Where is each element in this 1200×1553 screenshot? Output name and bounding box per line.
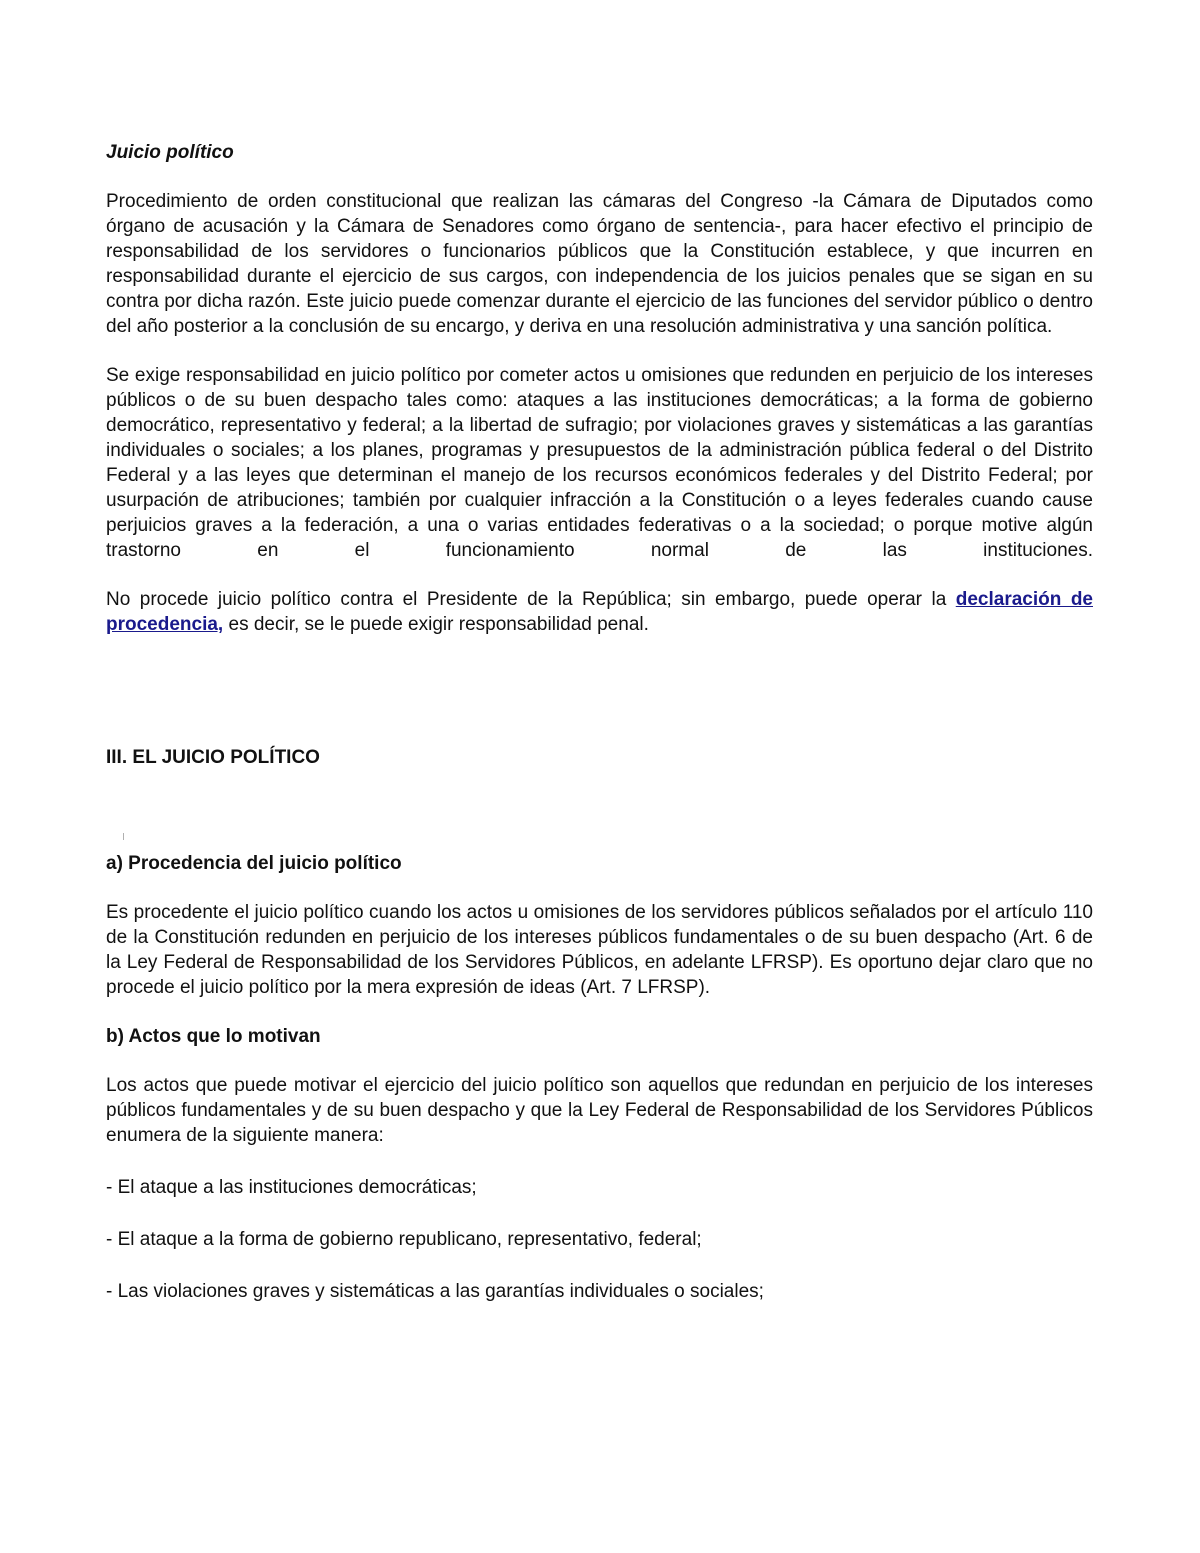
- paragraph-definition: Procedimiento de orden constitucional que realizan las cámaras del Congreso -la Cámara de Diputados como órgano de acusación y la Cámara de Senadores como órgano de sentencia-, para hacer efectivo el principio de responsabilidad de los servidores o funcionarios públicos que la Constitución establece, y que incurren en responsabilidad durante el ejercicio de sus cargos, con independencia de los juicios penales que se sigan en su contra por dicha razón. Este juicio puede comenzar durante el ejercicio de las funciones del servidor público o dentro del año posterior a la conclusión de su encargo, y deriva en una resolución administrativa y una sanción política.: [106, 191, 1093, 337]
- spacer: [106, 770, 1093, 851]
- paragraph-responsabilidad: Se exige responsabilidad en juicio político por cometer actos u omisiones que redunden en perjuicio de los intereses públicos o de su buen despacho tales como: ataques a las instituciones democráticas; a la forma de gobierno democrático, representativo y federal; a la libertad de sufragio; por violaciones graves y sistemáticas a las garantías individuales o sociales; a los planes, programas y presupuestos de la administración pública federal o del Distrito Federal y a las leyes que determinan el manejo de los recursos económicos federales y del Distrito Federal; por usurpación de atribuciones; también por cualquier infracción a la Constitución o a leyes federales cuando cause perjuicios graves a la federación, a una o varias entidades federativas o a la sociedad; o porque motive algún trastorno en el funcionamiento normal de las instituciones.: [106, 365, 1093, 561]
- list-item: - El ataque a las instituciones democráticas;: [106, 1177, 477, 1198]
- section-title-iii: III. EL JUICIO POLÍTICO: [106, 747, 320, 768]
- paragraph-presidente-text-2: es decir, se le puede exigir responsabilidad penal.: [223, 614, 649, 635]
- document-page: [106, 140, 1093, 1331]
- subsection-title-b: b) Actos que lo motivan: [106, 1026, 321, 1047]
- declaracion-de-procedencia-link[interactable]: declaración de procedencia,: [106, 589, 1093, 635]
- list-item: - Las violaciones graves y sistemáticas a las garantías individuales o sociales;: [106, 1281, 764, 1302]
- subsection-title-a: a) Procedencia del juicio político: [106, 853, 402, 874]
- section-title-juicio-politico: Juicio político: [106, 142, 234, 163]
- list-item: - El ataque a la forma de gobierno republicano, representativo, federal;: [106, 1229, 702, 1250]
- paragraph-procedencia: Es procedente el juicio político cuando los actos u omisiones de los servidores públicos señalados por el artículo 110 de la Constitución redunden en perjuicio de los intereses públicos fundamentales o de su buen despacho (Art. 6 de la Ley Federal de Responsabilidad de los Servidores Públicos, en adelante LFRSP). Es oportuno dejar claro que no procede el juicio político por la mera expresión de ideas (Art. 7 LFRSP).: [106, 902, 1093, 998]
- paragraph-actos: Los actos que puede motivar el ejercicio del juicio político son aquellos que redundan en perjuicio de los intereses públicos fundamentales y de su buen despacho y que la Ley Federal de Responsabilidad de los Servidores Públicos enumera de la siguiente manera:: [106, 1075, 1093, 1146]
- spacer: [106, 661, 1093, 745]
- paragraph-presidente: [106, 587, 1093, 637]
- paragraph-presidente-text-1: No procede juicio político contra el Presidente de la República; sin embargo, puede operar la: [106, 589, 956, 610]
- stray-mark: [123, 833, 124, 840]
